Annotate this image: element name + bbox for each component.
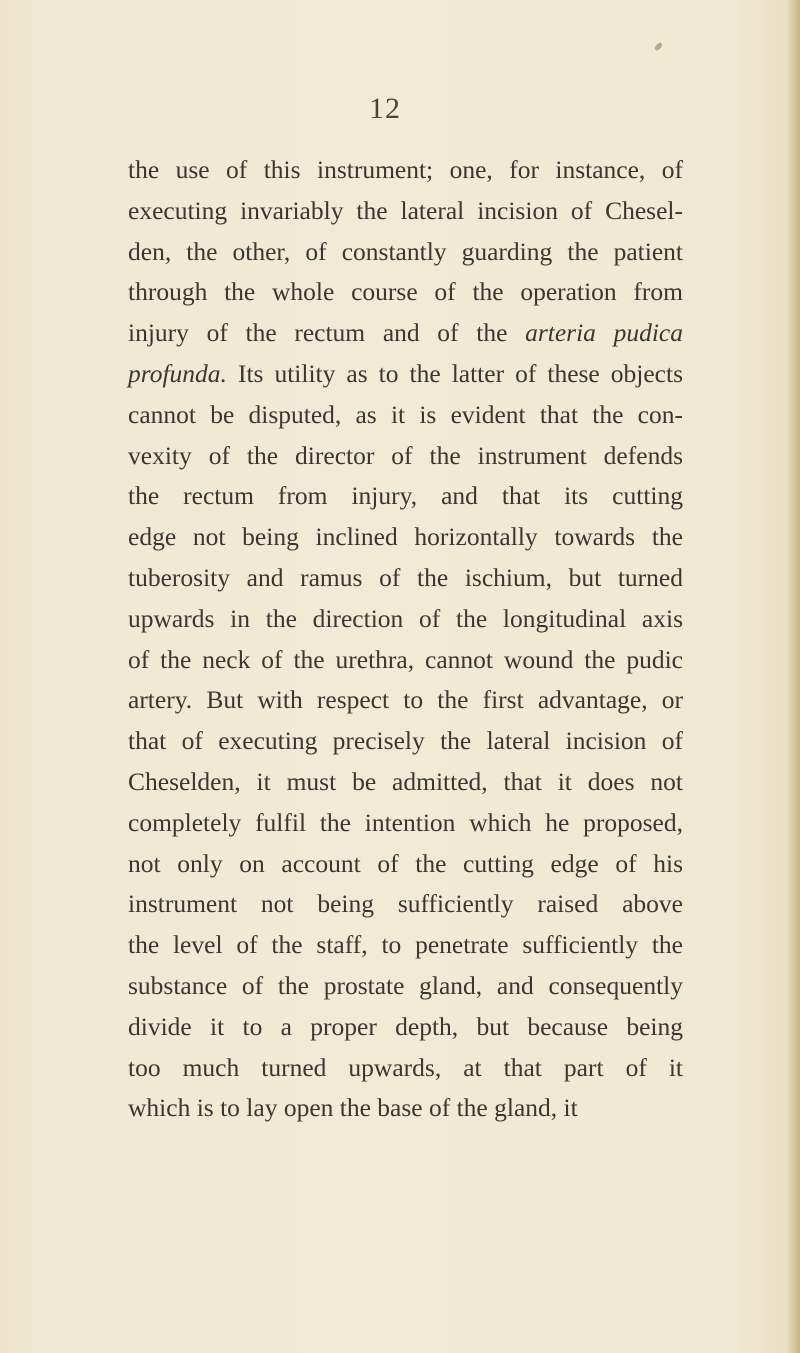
text-line: Cheselden, it must be admitted, that it does not xyxy=(128,766,683,796)
text-line: substance of the prostate gland, and consequently xyxy=(128,970,683,1000)
page-number: 12 xyxy=(369,92,401,125)
text-line: completely fulfil the intention which he proposed, xyxy=(128,807,683,837)
text-line: the use of this instrument; one, for instance, of xyxy=(128,155,683,184)
text-line xyxy=(128,354,683,395)
text-line: the level of the staff, to penetrate sufficiently the xyxy=(128,930,683,960)
text-line: edge not being inclined horizontally towards the xyxy=(128,522,683,552)
text-line: through the whole course of the operation from xyxy=(128,277,683,307)
text-run: injury of the rectum and of the xyxy=(128,318,526,348)
text-line: which is to lay open the base of the gland, it xyxy=(128,1093,578,1123)
text-line: vexity of the director of the instrument defends xyxy=(128,440,683,470)
text-line: that of executing precisely the lateral incision of xyxy=(128,726,683,756)
italic-term: arteria pudica xyxy=(525,318,683,348)
text-line: executing invariably the lateral incision of Chesel- xyxy=(128,195,683,225)
text-line xyxy=(128,313,683,354)
text-line: divide it to a proper depth, but because being xyxy=(128,1011,683,1041)
text-line: not only on account of the cutting edge of his xyxy=(128,848,683,878)
text-line: artery. But with respect to the first advantage, or xyxy=(128,685,683,715)
text-run: Its utility as to the latter of these objects xyxy=(226,358,683,388)
paper-speck xyxy=(654,41,663,51)
italic-term: profunda. xyxy=(128,358,227,388)
text-line: upwards in the direction of the longitudinal axis xyxy=(128,603,683,633)
text-line: the rectum from injury, and that its cutting xyxy=(128,481,683,511)
text-line: instrument not being sufficiently raised above xyxy=(128,889,683,919)
text-line: den, the other, of constantly guarding the patient xyxy=(128,236,683,266)
page-edge-shadow xyxy=(786,0,800,1353)
text-line: of the neck of the urethra, cannot wound the pudic xyxy=(128,644,683,674)
body-text xyxy=(128,150,683,1129)
text-line: tuberosity and ramus of the ischium, but turned xyxy=(128,562,683,592)
text-line: cannot be disputed, as it is evident that the con- xyxy=(128,399,683,429)
text-line: too much turned upwards, at that part of it xyxy=(128,1052,683,1082)
